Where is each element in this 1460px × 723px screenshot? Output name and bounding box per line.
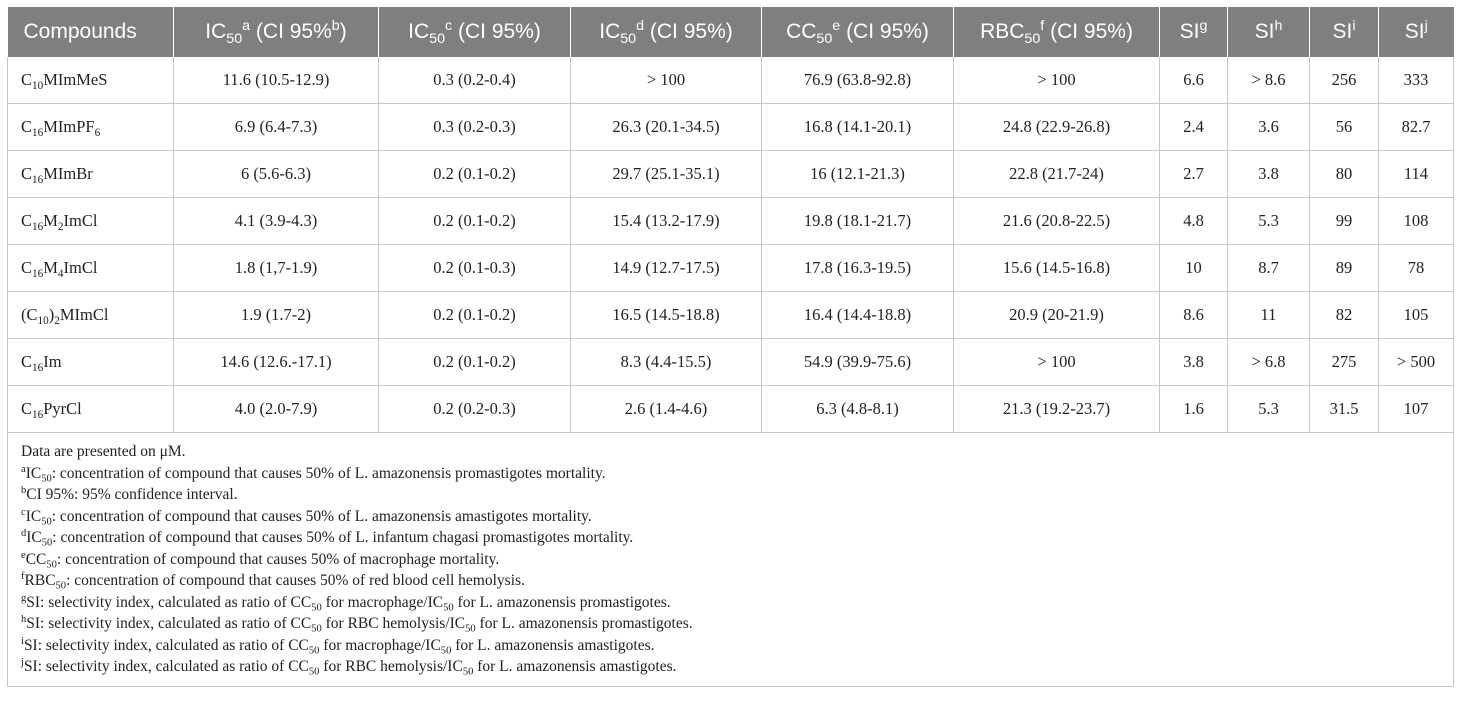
table-cell: 11.6 (10.5-12.9) — [174, 57, 379, 104]
header-compounds: Compounds — [8, 7, 174, 57]
table-cell: 76.9 (63.8-92.8) — [762, 57, 954, 104]
table-cell: 16.8 (14.1-20.1) — [762, 104, 954, 151]
table-cell: 89 — [1310, 245, 1379, 292]
table-cell: 80 — [1310, 151, 1379, 198]
header-cc50-e: $CC_{50}^e$ (CI 95%) — [762, 7, 954, 57]
table-cell: 4.0 (2.0-7.9) — [174, 386, 379, 433]
table-cell: 2.7 — [1160, 151, 1228, 198]
table-cell: 5.3 — [1228, 386, 1310, 433]
table-cell: 29.7 (25.1-35.1) — [571, 151, 762, 198]
table-cell: 78 — [1379, 245, 1454, 292]
table-cell: > 100 — [571, 57, 762, 104]
table-cell: 0.3 (0.2-0.3) — [379, 104, 571, 151]
data-table — [7, 7, 1454, 687]
footnote: Data are presented on μM. — [21, 443, 186, 460]
table-cell: 105 — [1379, 292, 1454, 339]
footnote: $^dIC_{50}$: concentration of compound that causes 50% of L. infantum chagasi promastigotes mortality. — [21, 528, 634, 549]
table-cell: 16 (12.1-21.3) — [762, 151, 954, 198]
footnote: $^cIC_{50}$: concentration of compound that causes 50% of L. amazonensis amastigotes mortality. — [21, 506, 592, 528]
table-cell: 8.7 — [1228, 245, 1310, 292]
table-cell: 3.8 — [1228, 151, 1310, 198]
table-cell: 6.3 (4.8-8.1) — [762, 386, 954, 433]
footnote: $^j$SI: selectivity index, calculated as ratio of $CC_{50}$ for RBC hemolysis/$IC_{50}$ for L. amazonensis amastigotes. — [21, 657, 677, 678]
table-cell: 107 — [1379, 386, 1454, 433]
compound-name: $C_{16}PyrCl$ — [8, 386, 174, 433]
table-cell: 6.9 (6.4-7.3) — [174, 104, 379, 151]
table-cell: 1.9 (1.7-2) — [174, 292, 379, 339]
table-cell: 16.5 (14.5-18.8) — [571, 292, 762, 339]
table-cell: 24.8 (22.9-26.8) — [954, 104, 1160, 151]
header-si-j: $SI^j$ — [1379, 7, 1454, 57]
table-cell: 3.6 — [1228, 104, 1310, 151]
table-cell: 82 — [1310, 292, 1379, 339]
table-cell: 8.3 (4.4-15.5) — [571, 339, 762, 386]
table-cell: 14.9 (12.7-17.5) — [571, 245, 762, 292]
header-ic50-d: $IC_{50}^d$ (CI 95%) — [571, 7, 762, 57]
table-cell: 6.6 — [1160, 57, 1228, 104]
table-cell: 14.6 (12.6.-17.1) — [174, 339, 379, 386]
table-cell: 1.8 (1,7-1.9) — [174, 245, 379, 292]
compound-name: $C_{16}MImBr$ — [8, 151, 174, 198]
table-cell: 19.8 (18.1-21.7) — [762, 198, 954, 245]
footnotes — [8, 433, 1454, 687]
footnote: $^eCC_{50}$: concentration of compound that causes 50% of macrophage mortality. — [21, 549, 500, 571]
table-cell: 0.2 (0.2-0.3) — [379, 386, 571, 433]
table-cell: 3.8 — [1160, 339, 1228, 386]
table-cell: > 100 — [954, 339, 1160, 386]
table-cell: 10 — [1160, 245, 1228, 292]
footnote: $^g$SI: selectivity index, calculated as ratio of $CC_{50}$ for macrophage/$IC_{50}$ for L. amazonensis promastigotes. — [21, 592, 671, 614]
table-cell: > 500 — [1379, 339, 1454, 386]
table-cell: > 6.8 — [1228, 339, 1310, 386]
footnote: $^b$CI 95%: 95% confidence interval. — [21, 485, 238, 503]
table-cell: 1.6 — [1160, 386, 1228, 433]
table-cell: > 100 — [954, 57, 1160, 104]
header-ic50-c: $IC_{50}^c$ (CI 95%) — [379, 7, 571, 57]
table-row — [8, 57, 1454, 104]
table-cell: 0.2 (0.1-0.2) — [379, 292, 571, 339]
compound-name: $(C_{10})_2MImCl$ — [8, 292, 174, 339]
header-si-g: $SI^g$ — [1160, 7, 1228, 57]
footnote: $^h$SI: selectivity index, calculated as ratio of $CC_{50}$ for RBC hemolysis/$IC_{50}$ for L. amazonensis promastigotes. — [21, 614, 693, 635]
table-cell: 21.3 (19.2-23.7) — [954, 386, 1160, 433]
table-cell: 2.4 — [1160, 104, 1228, 151]
compound-name: $C_{16}M_2ImCl$ — [8, 198, 174, 245]
table-cell: 108 — [1379, 198, 1454, 245]
table-cell: 21.6 (20.8-22.5) — [954, 198, 1160, 245]
table-cell: 0.2 (0.1-0.2) — [379, 151, 571, 198]
table-row — [8, 292, 1454, 339]
table-cell: > 8.6 — [1228, 57, 1310, 104]
table-cell: 20.9 (20-21.9) — [954, 292, 1160, 339]
table-cell: 0.2 (0.1-0.2) — [379, 198, 571, 245]
compound-name: $C_{16}M_4ImCl$ — [8, 245, 174, 292]
table-cell: 0.2 (0.1-0.3) — [379, 245, 571, 292]
table-cell: 56 — [1310, 104, 1379, 151]
header-row — [8, 7, 1454, 57]
header-rbc50-f: $RBC_{50}^f$ (CI 95%) — [954, 7, 1160, 57]
footnotes-row — [8, 433, 1454, 687]
table-row — [8, 386, 1454, 433]
table-row — [8, 151, 1454, 198]
table-cell: 256 — [1310, 57, 1379, 104]
table-cell: 54.9 (39.9-75.6) — [762, 339, 954, 386]
table-cell: 5.3 — [1228, 198, 1310, 245]
table-cell: 99 — [1310, 198, 1379, 245]
table-cell: 275 — [1310, 339, 1379, 386]
table-cell: 114 — [1379, 151, 1454, 198]
table-cell: 22.8 (21.7-24) — [954, 151, 1160, 198]
table-row — [8, 245, 1454, 292]
header-si-h: $SI^h$ — [1228, 7, 1310, 57]
table-cell: 8.6 — [1160, 292, 1228, 339]
table-cell: 15.6 (14.5-16.8) — [954, 245, 1160, 292]
compound-name: $C_{10}MImMeS$ — [8, 57, 174, 104]
table-cell: 31.5 — [1310, 386, 1379, 433]
table-cell: 17.8 (16.3-19.5) — [762, 245, 954, 292]
table-cell: 11 — [1228, 292, 1310, 339]
table-row — [8, 198, 1454, 245]
table-cell: 26.3 (20.1-34.5) — [571, 104, 762, 151]
table-cell: 2.6 (1.4-4.6) — [571, 386, 762, 433]
table-row — [8, 339, 1454, 386]
table-container — [7, 7, 1453, 687]
table-cell: 4.1 (3.9-4.3) — [174, 198, 379, 245]
header-ic50-a: $IC_{50}^a$ (CI 95%$^b$) — [174, 7, 379, 57]
table-cell: 0.3 (0.2-0.4) — [379, 57, 571, 104]
footnote: $^i$SI: selectivity index, calculated as ratio of $CC_{50}$ for macrophage/$IC_{50}$ for L. amazonensis amastigotes. — [21, 635, 655, 657]
table-cell: 0.2 (0.1-0.2) — [379, 339, 571, 386]
table-cell: 333 — [1379, 57, 1454, 104]
table-cell: 4.8 — [1160, 198, 1228, 245]
table-cell: 82.7 — [1379, 104, 1454, 151]
footnote: $^fRBC_{50}$: concentration of compound that causes 50% of red blood cell hemolysis. — [21, 571, 525, 592]
table-body — [8, 57, 1454, 686]
table-cell: 6 (5.6-6.3) — [174, 151, 379, 198]
compound-name: $C_{16}MImPF_6$ — [8, 104, 174, 151]
header-si-i: $SI^i$ — [1310, 7, 1379, 57]
table-cell: 15.4 (13.2-17.9) — [571, 198, 762, 245]
footnote: $^aIC_{50}$: concentration of compound that causes 50% of L. amazonensis promastigotes mortality. — [21, 463, 606, 485]
compound-name: $C_{16}Im$ — [8, 339, 174, 386]
table-row — [8, 104, 1454, 151]
table-cell: 16.4 (14.4-18.8) — [762, 292, 954, 339]
